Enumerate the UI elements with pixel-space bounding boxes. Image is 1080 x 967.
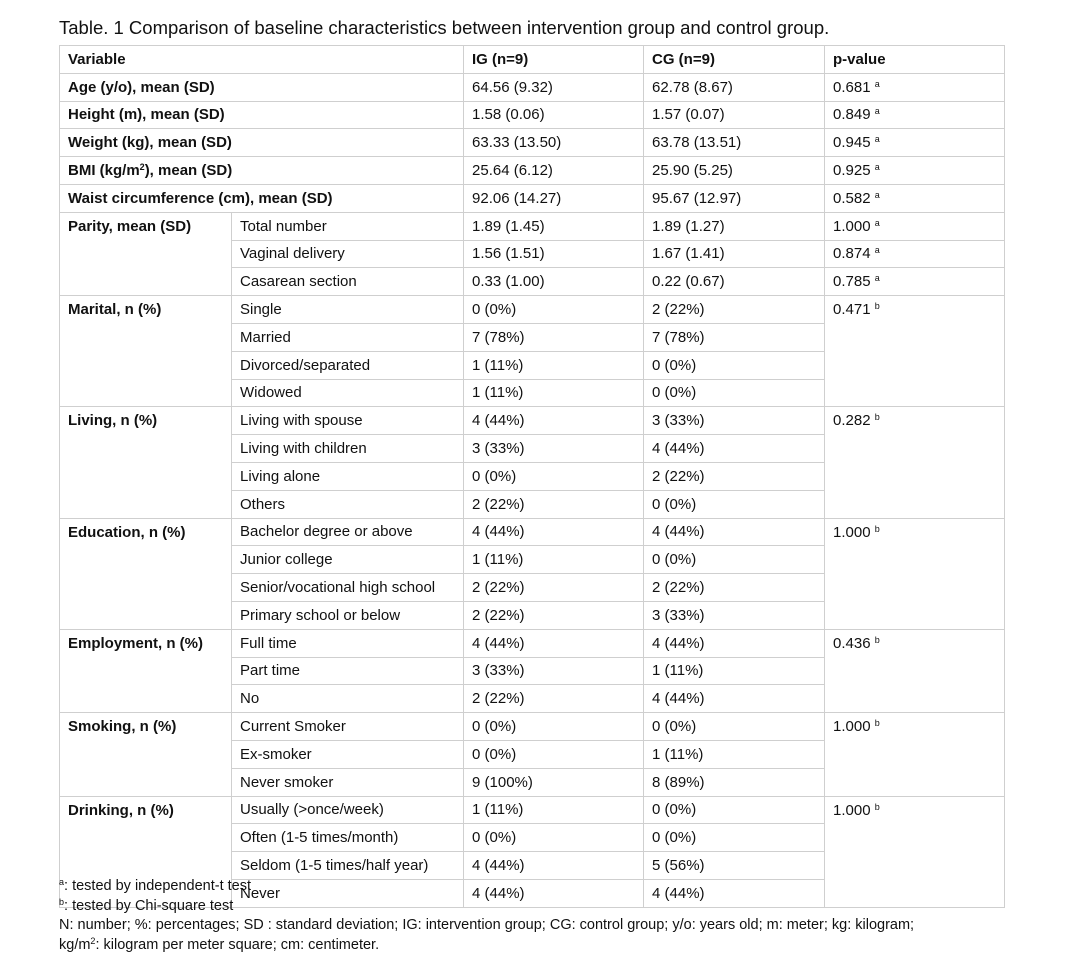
table-row: [60, 713, 1005, 741]
subcategory-cell: Part time: [232, 657, 464, 685]
ig-value-cell: 0.33 (1.00): [464, 268, 644, 296]
abbrev-unit-exponent: 2: [90, 935, 96, 946]
group-p-value-cell: [825, 296, 1005, 407]
ig-value-cell: 0 (0%): [464, 824, 644, 852]
p-value-text: 0.874: [833, 245, 871, 263]
footnote-a-marker: a: [59, 877, 65, 887]
cg-value-cell: 0 (0%): [644, 796, 825, 824]
ig-value-cell: 2 (22%): [464, 601, 644, 629]
p-value-test-marker: a: [874, 134, 880, 145]
ig-value-cell: 0 (0%): [464, 296, 644, 324]
p-value-cell: [825, 129, 1005, 157]
p-value-test-marker: a: [874, 189, 880, 200]
cg-value-cell: 7 (78%): [644, 323, 825, 351]
p-value-text: 0.925: [833, 162, 871, 180]
p-value-test-marker: b: [874, 801, 880, 812]
subcategory-cell: Primary school or below: [232, 601, 464, 629]
footnote-b-text: : tested by Chi-square test: [64, 897, 234, 914]
subcategory-cell: Living alone: [232, 462, 464, 490]
ig-value-cell: 0 (0%): [464, 713, 644, 741]
ig-value-cell: 64.56 (9.32): [464, 73, 644, 101]
cg-value-cell: 0 (0%): [644, 713, 825, 741]
group-name-cell: Employment, n (%): [60, 629, 232, 712]
group-name-cell: Smoking, n (%): [60, 713, 232, 796]
cg-value-cell: 1.57 (0.07): [644, 101, 825, 129]
variable-cell: [60, 129, 464, 157]
cg-value-cell: 4 (44%): [644, 685, 825, 713]
p-value-cell: [825, 240, 1005, 268]
p-value-text: 0.849: [833, 106, 871, 124]
p-value-test-marker: a: [874, 245, 880, 256]
table-row: [60, 73, 1005, 101]
subcategory-cell: Never smoker: [232, 768, 464, 796]
ig-value-cell: 4 (44%): [464, 852, 644, 880]
table-header-row: [60, 46, 1005, 74]
table-row: [60, 629, 1005, 657]
ig-value-cell: 1.58 (0.06): [464, 101, 644, 129]
subcategory-cell: Ex-smoker: [232, 740, 464, 768]
cg-value-cell: 0 (0%): [644, 490, 825, 518]
subcategory-cell: Junior college: [232, 546, 464, 574]
subcategory-cell: Living with spouse: [232, 407, 464, 435]
variable-label-tail: ), mean (SD): [144, 162, 233, 180]
p-value-cell: [825, 101, 1005, 129]
cg-value-cell: 62.78 (8.67): [644, 73, 825, 101]
cg-value-cell: 95.67 (12.97): [644, 184, 825, 212]
ig-value-cell: 1.89 (1.45): [464, 212, 644, 240]
variable-cell: [60, 73, 464, 101]
subcategory-cell: Casarean section: [232, 268, 464, 296]
p-value-text: 0.436: [833, 634, 871, 652]
subcategory-cell: Vaginal delivery: [232, 240, 464, 268]
cg-value-cell: 0 (0%): [644, 379, 825, 407]
header-variable: Variable: [60, 46, 464, 74]
p-value-text: 0.282: [833, 412, 871, 430]
table-row: [60, 407, 1005, 435]
ig-value-cell: 2 (22%): [464, 685, 644, 713]
cg-value-cell: 25.90 (5.25): [644, 157, 825, 185]
cg-value-cell: 4 (44%): [644, 435, 825, 463]
baseline-characteristics-table: [59, 45, 1005, 908]
table-row: [60, 184, 1005, 212]
cg-value-cell: 2 (22%): [644, 462, 825, 490]
group-name-cell: Living, n (%): [60, 407, 232, 518]
abbreviations-line-2: [59, 936, 1049, 956]
cg-value-cell: 4 (44%): [644, 879, 825, 907]
cg-value-cell: 4 (44%): [644, 518, 825, 546]
abbrev-unit-meaning: : kilogram per meter square; cm: centimeter.: [95, 936, 380, 953]
table-row: [60, 212, 1005, 240]
cg-value-cell: 0.22 (0.67): [644, 268, 825, 296]
subcategory-cell: Usually (>once/week): [232, 796, 464, 824]
ig-value-cell: 4 (44%): [464, 629, 644, 657]
table-row: [60, 101, 1005, 129]
ig-value-cell: 1 (11%): [464, 796, 644, 824]
table-row: [60, 518, 1005, 546]
ig-value-cell: 3 (33%): [464, 435, 644, 463]
group-name-cell: Parity, mean (SD): [60, 212, 232, 295]
cg-value-cell: 2 (22%): [644, 574, 825, 602]
ig-value-cell: 3 (33%): [464, 657, 644, 685]
subcategory-cell: Others: [232, 490, 464, 518]
table-row: [60, 796, 1005, 824]
variable-label: Weight (kg), mean (SD): [68, 134, 232, 152]
cg-value-cell: 4 (44%): [644, 629, 825, 657]
variable-label: Age (y/o), mean (SD): [68, 78, 215, 96]
cg-value-cell: 3 (33%): [644, 407, 825, 435]
ig-value-cell: 1 (11%): [464, 379, 644, 407]
p-value-test-marker: a: [874, 217, 880, 228]
p-value-test-marker: a: [874, 106, 880, 117]
header-p-value: p-value: [825, 46, 1005, 74]
p-value-cell: [825, 73, 1005, 101]
ig-value-cell: 4 (44%): [464, 879, 644, 907]
p-value-text: 1.000: [833, 718, 871, 736]
group-name-cell: Drinking, n (%): [60, 796, 232, 907]
variable-cell: [60, 184, 464, 212]
subcategory-cell: Senior/vocational high school: [232, 574, 464, 602]
ig-value-cell: 4 (44%): [464, 407, 644, 435]
table-body: [60, 73, 1005, 907]
cg-value-cell: 2 (22%): [644, 296, 825, 324]
p-value-text: 1.000: [833, 523, 871, 541]
cg-value-cell: 1.89 (1.27): [644, 212, 825, 240]
ig-value-cell: 9 (100%): [464, 768, 644, 796]
subcategory-cell: Single: [232, 296, 464, 324]
subcategory-cell: Often (1-5 times/month): [232, 824, 464, 852]
p-value-cell: [825, 184, 1005, 212]
p-value-cell: [825, 212, 1005, 240]
group-p-value-cell: [825, 629, 1005, 712]
ig-value-cell: 25.64 (6.12): [464, 157, 644, 185]
abbreviations-line-1: N: number; %: percentages; SD : standard deviation; IG: intervention group; CG: control group; y/o: years old; m: meter; kg: kilogram;: [59, 917, 915, 933]
table-row: [60, 129, 1005, 157]
variable-cell: [60, 101, 464, 129]
subcategory-cell: Living with children: [232, 435, 464, 463]
p-value-test-marker: b: [874, 634, 880, 645]
p-value-cell: [825, 268, 1005, 296]
footnote-b: [59, 897, 1049, 917]
subcategory-cell: Full time: [232, 629, 464, 657]
abbrev-unit: kg/m: [59, 936, 91, 953]
group-name-cell: Education, n (%): [60, 518, 232, 629]
group-p-value-cell: [825, 407, 1005, 518]
p-value-text: 0.681: [833, 78, 871, 96]
p-value-test-marker: b: [874, 523, 880, 534]
ig-value-cell: 7 (78%): [464, 323, 644, 351]
ig-value-cell: 2 (22%): [464, 490, 644, 518]
p-value-test-marker: a: [874, 273, 880, 284]
subcategory-cell: Widowed: [232, 379, 464, 407]
subcategory-cell: Married: [232, 323, 464, 351]
p-value-text: 0.945: [833, 134, 871, 152]
subcategory-cell: Current Smoker: [232, 713, 464, 741]
ig-value-cell: 2 (22%): [464, 574, 644, 602]
footnote-a: [59, 877, 1049, 897]
footnotes: [59, 877, 1049, 955]
ig-value-cell: 92.06 (14.27): [464, 184, 644, 212]
variable-cell: [60, 157, 464, 185]
cg-value-cell: 0 (0%): [644, 824, 825, 852]
table-row: [60, 296, 1005, 324]
subcategory-cell: Seldom (1-5 times/half year): [232, 852, 464, 880]
p-value-test-marker: b: [874, 718, 880, 729]
ig-value-cell: 0 (0%): [464, 462, 644, 490]
variable-label: Waist circumference (cm), mean (SD): [68, 189, 333, 207]
subcategory-cell: Never: [232, 879, 464, 907]
cg-value-cell: 3 (33%): [644, 601, 825, 629]
header-ig: IG (n=9): [464, 46, 644, 74]
ig-value-cell: 1 (11%): [464, 546, 644, 574]
subcategory-cell: Total number: [232, 212, 464, 240]
table-row: [60, 157, 1005, 185]
table-caption: Table. 1 Comparison of baseline characteristics between intervention group and control group.: [59, 17, 830, 38]
cg-value-cell: 63.78 (13.51): [644, 129, 825, 157]
cg-value-cell: 0 (0%): [644, 351, 825, 379]
footnote-a-text: : tested by independent-t test: [64, 878, 252, 894]
ig-value-cell: 0 (0%): [464, 740, 644, 768]
p-value-cell: [825, 157, 1005, 185]
ig-value-cell: 4 (44%): [464, 518, 644, 546]
p-value-text: 1.000: [833, 801, 871, 819]
cg-value-cell: 0 (0%): [644, 546, 825, 574]
p-value-text: 0.582: [833, 189, 871, 207]
p-value-text: 0.785: [833, 273, 871, 291]
cg-value-cell: 8 (89%): [644, 768, 825, 796]
subcategory-cell: No: [232, 685, 464, 713]
p-value-test-marker: b: [874, 301, 880, 312]
ig-value-cell: 63.33 (13.50): [464, 129, 644, 157]
subcategory-cell: Divorced/separated: [232, 351, 464, 379]
variable-label: BMI (kg/m: [68, 162, 140, 180]
cg-value-cell: 5 (56%): [644, 852, 825, 880]
ig-value-cell: 1 (11%): [464, 351, 644, 379]
group-p-value-cell: [825, 713, 1005, 796]
variable-exponent: 2: [139, 162, 145, 173]
cg-value-cell: 1.67 (1.41): [644, 240, 825, 268]
p-value-text: 1.000: [833, 217, 871, 235]
p-value-test-marker: a: [874, 78, 880, 89]
group-p-value-cell: [825, 518, 1005, 629]
p-value-test-marker: a: [874, 162, 880, 173]
variable-label: Height (m), mean (SD): [68, 106, 225, 124]
p-value-test-marker: b: [874, 412, 880, 423]
cg-value-cell: 1 (11%): [644, 657, 825, 685]
header-cg: CG (n=9): [644, 46, 825, 74]
subcategory-cell: Bachelor degree or above: [232, 518, 464, 546]
p-value-text: 0.471: [833, 301, 871, 319]
group-name-cell: Marital, n (%): [60, 296, 232, 407]
cg-value-cell: 1 (11%): [644, 740, 825, 768]
footnote-b-marker: b: [59, 896, 65, 907]
ig-value-cell: 1.56 (1.51): [464, 240, 644, 268]
